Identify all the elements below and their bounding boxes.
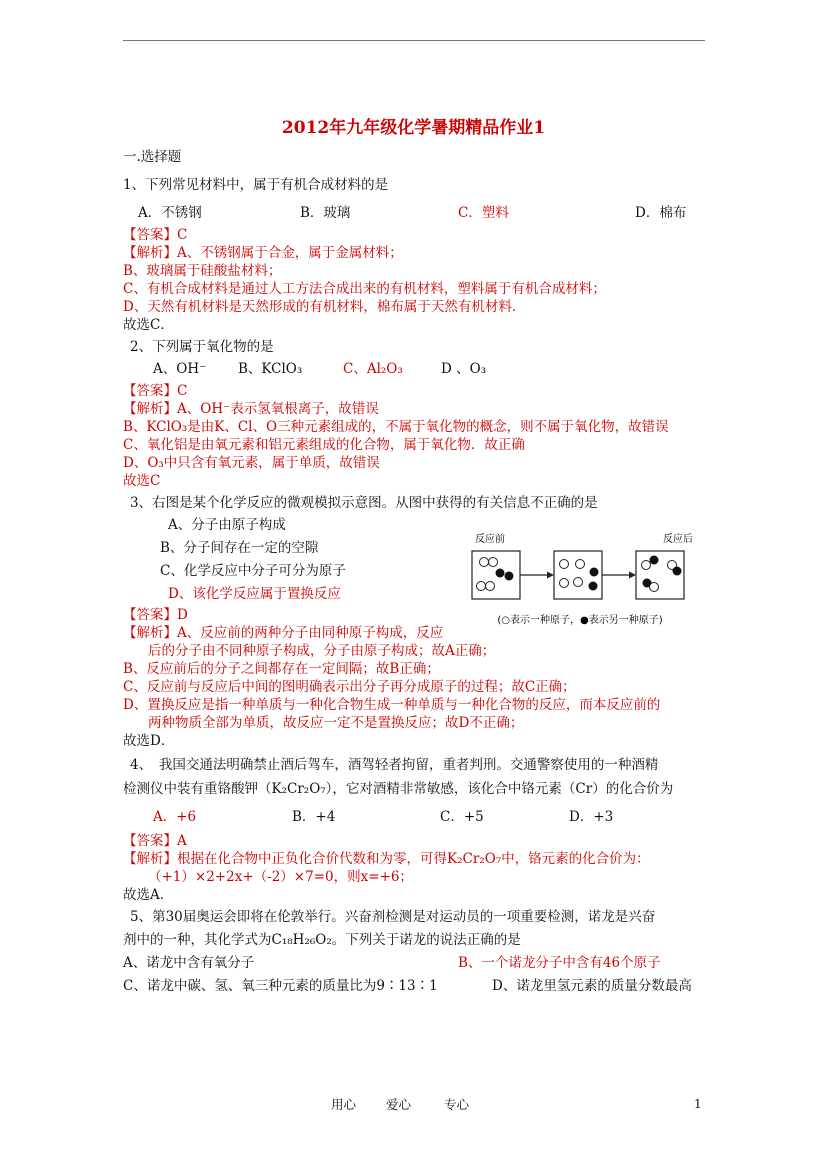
before-label: 反应前 bbox=[475, 534, 505, 545]
q4-answer: 【答案】A bbox=[123, 833, 187, 849]
black-atom bbox=[673, 567, 682, 576]
white-atom bbox=[574, 578, 583, 587]
header-rule bbox=[123, 40, 705, 41]
q2-analysis-line: 故选C bbox=[123, 473, 161, 489]
q1-option-b: B．玻璃 bbox=[300, 205, 351, 221]
white-atom bbox=[560, 579, 569, 588]
q1-option-a: A．不锈钢 bbox=[138, 205, 202, 221]
question-4-stem-cont: 检测仪中装有重铬酸钾（K₂Cr₂O₇），它对酒精非常敏感，该化合中铬元素（Cr）的化合价为 bbox=[123, 781, 674, 797]
question-5-stem: 5、第30届奥运会即将在伦敦举行。兴奋剂检测是对运动员的一项重要检测，诺龙是兴奋 bbox=[130, 909, 656, 925]
q1-answer: 【答案】C bbox=[123, 227, 188, 243]
arrow-head bbox=[629, 572, 636, 579]
white-atom bbox=[486, 582, 495, 591]
question-1-stem: 1、下列常见材料中，属于有机合成材料的是 bbox=[123, 177, 389, 193]
q2-analysis-line: B、KClO₃是由K、Cl、O三种元素组成的，不属于氧化物的概念，则不属于氧化物，故错误 bbox=[123, 419, 669, 435]
q2-option-b: B、KClO₃ bbox=[238, 361, 303, 377]
page-number: 1 bbox=[694, 1097, 702, 1111]
q5-option-c: C、诺龙中碳、氢、氧三种元素的质量比为9∶13∶1 bbox=[123, 978, 438, 994]
white-atom bbox=[642, 561, 651, 570]
q4-analysis-line: 【解析】根据在化合物中正负化合价代数和为零，可得K₂Cr₂O₇中，铬元素的化合价为： bbox=[123, 851, 650, 867]
q3-option-c: C、化学反应中分子可分为原子 bbox=[160, 563, 346, 579]
white-atom bbox=[650, 583, 659, 592]
q5-option-a: A、诺龙中含有氧分子 bbox=[123, 955, 255, 971]
q2-option-a: A、OH⁻ bbox=[153, 361, 207, 377]
q1-analysis-line: D、天然有机材料是天然形成的有机材料，棉布属于天然有机材料． bbox=[123, 299, 526, 315]
q3-analysis-line: 故选D． bbox=[123, 733, 175, 749]
q1-analysis-line: C、有机合成材料是通过人工方法合成出来的有机材料，塑料属于有机合成材料； bbox=[123, 281, 606, 297]
section-heading: 一.选择题 bbox=[123, 149, 182, 165]
q3-option-a: A、分子由原子构成 bbox=[168, 517, 286, 533]
q4-analysis-line: （+1）×2+2x+（-2）×7=0，则x=+6； bbox=[148, 869, 413, 885]
q4-option-c: C．+5 bbox=[440, 809, 484, 825]
q5-option-d: D、诺龙里氢元素的质量分数最高 bbox=[492, 978, 692, 994]
question-4-stem: 4、 我国交通法明确禁止酒后驾车，酒驾轻者拘留，重者判刑。交通警察使用的一种酒精 bbox=[130, 757, 659, 773]
q3-option-b: B、分子间存在一定的空隙 bbox=[160, 540, 319, 556]
white-atom bbox=[480, 558, 489, 567]
q3-answer: 【答案】D bbox=[123, 607, 188, 623]
q2-option-c: C、Al₂O₃ bbox=[343, 361, 403, 377]
question-5-stem-cont: 剂中的一种，其化学式为C₁₈H₂₆O₂。下列关于诺龙的说法正确的是 bbox=[123, 932, 521, 948]
q3-analysis-line: D、置换反应是指一种单质与一种化合物生成一种单质与一种化合物的反应，而本反应前的 bbox=[123, 697, 661, 713]
q1-option-d: D．棉布 bbox=[635, 205, 687, 221]
q2-analysis-line: D、O₃中只含有氧元素，属于单质，故错误 bbox=[123, 455, 380, 471]
arrow-head bbox=[547, 572, 554, 579]
question-2-stem: 2、下列属于氧化物的是 bbox=[130, 339, 274, 355]
black-atom bbox=[496, 569, 505, 578]
q3-option-d: D、该化学反应属于置换反应 bbox=[168, 586, 341, 602]
q1-option-c: C．塑料 bbox=[458, 205, 509, 221]
white-atom bbox=[576, 560, 585, 569]
white-atom bbox=[560, 560, 569, 569]
footer-item: 爱心 bbox=[386, 1097, 412, 1112]
q1-analysis-line: B、玻璃属于硅酸盐材料； bbox=[123, 263, 282, 279]
black-atom bbox=[650, 556, 659, 565]
q2-analysis-line: 【解析】A、OH⁻表示氢氧根离子，故错误 bbox=[123, 401, 379, 417]
q2-answer: 【答案】C bbox=[123, 383, 188, 399]
black-atom bbox=[589, 582, 598, 591]
reaction-diagram bbox=[458, 522, 703, 632]
after-label: 反应后 bbox=[663, 534, 693, 545]
q3-analysis-line: B、反应前后的分子之间都存在一定间隔；故B正确； bbox=[123, 661, 440, 677]
footer-item: 用心 bbox=[331, 1097, 357, 1112]
page-title: 2012年九年级化学暑期精品作业1 bbox=[281, 118, 546, 138]
q4-option-d: D．+3 bbox=[569, 809, 614, 825]
diagram-caption: (○表示一种原子，●表示另一种原子) bbox=[497, 615, 663, 626]
q1-analysis-line: 故选C． bbox=[123, 317, 174, 333]
q3-analysis-line: 后的分子由不同种原子构成，分子由原子构成；故A正确； bbox=[148, 643, 496, 659]
q4-option-b: B．+4 bbox=[292, 809, 336, 825]
q3-analysis-line: 两种物质全部为单质，故反应一定不是置换反应；故D不正确； bbox=[148, 715, 524, 731]
white-atom bbox=[489, 558, 498, 567]
q5-option-b: B、一个诺龙分子中含有46个原子 bbox=[458, 955, 661, 971]
q3-analysis-line: 【解析】A、反应前的两种分子由同种原子构成，反应 bbox=[123, 625, 444, 641]
q2-analysis-line: C、氧化铝是由氧元素和铝元素组成的化合物，属于氧化物．故正确 bbox=[123, 437, 525, 453]
q4-analysis-line: 故选A． bbox=[123, 887, 174, 903]
black-atom bbox=[505, 572, 514, 581]
q3-analysis-line: C、反应前与反应后中间的图明确表示出分子再分成原子的过程；故C正确； bbox=[123, 679, 576, 695]
footer-item: 专心 bbox=[444, 1097, 470, 1112]
q1-analysis-line: 【解析】A、不锈钢属于合金，属于金属材料； bbox=[123, 245, 403, 261]
white-atom bbox=[477, 582, 486, 591]
question-3-stem: 3、右图是某个化学反应的微观模拟示意图。从图中获得的有关信息不正确的是 bbox=[130, 495, 598, 511]
black-atom bbox=[590, 568, 599, 577]
q2-option-d: D 、O₃ bbox=[441, 361, 487, 377]
q4-option-a: A．+6 bbox=[153, 809, 197, 825]
